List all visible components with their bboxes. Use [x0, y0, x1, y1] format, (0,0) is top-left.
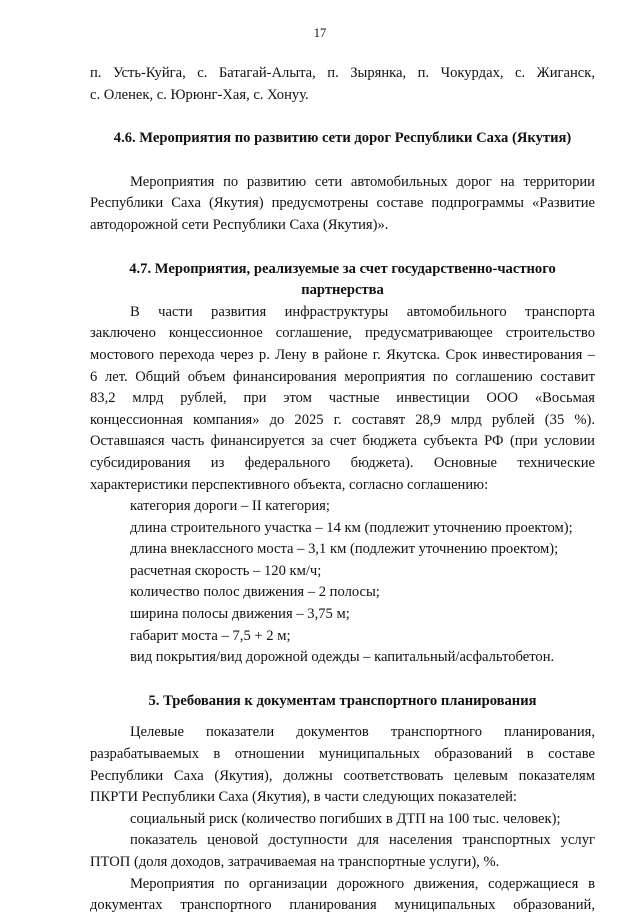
spec-list-item: ширина полосы движения – 3,75 м;	[130, 606, 350, 623]
section-5-item-2-line-1: показатель ценовой доступности для населения транспортных услуг	[130, 832, 595, 849]
spec-list-item: расчетная скорость – 120 км/ч;	[130, 562, 322, 579]
spec-list-item: длина строительного участка – 14 км (подлежит уточнению проектом);	[130, 519, 573, 536]
spec-list-item: длина внеклассного моста – 3,1 км (подлежит уточнению проектом);	[130, 541, 559, 558]
section-4-6-para-line-3: автодорожной сети Республики Саха (Якутия)».	[90, 216, 389, 233]
section-4-7-para-line: В части развития инфраструктуры автомобильного транспорта	[130, 303, 595, 320]
section-4-7-para-line: субсидирования из федерального бюджета). Основные технические	[90, 454, 595, 471]
section-4-7-para-line: характеристики перспективного объекта, согласно соглашению:	[90, 476, 489, 493]
section-5-heading: 5. Требования к документам транспортного планирования	[148, 692, 537, 709]
section-5-para-line: Целевые показатели документов транспортного планирования,	[130, 724, 595, 741]
page-content	[90, 63, 595, 917]
section-4-6-para-line-1: Мероприятия по развитию сети автомобильных дорог на территории	[130, 173, 595, 190]
section-4-7-heading-line-2: партнерства	[301, 282, 384, 299]
section-4-7-para-line: мостового перехода через р. Лену в районе г. Якутска. Срок инвестирования –	[90, 346, 595, 363]
section-4-7-para-line: 6 лет. Общий объем финансирования мероприятия по соглашению составит	[90, 368, 595, 385]
section-4-6-para-line-2: Республики Саха (Якутия) предусмотрены составе подпрограммы «Развитие	[90, 195, 595, 212]
section-4-7-para-line: заключено концессионное соглашение, предусматривающее строительство	[90, 325, 595, 342]
page-number: 17	[313, 26, 327, 40]
section-4-7-heading-line-1: 4.7. Мероприятия, реализуемые за счет государственно-частного	[129, 260, 556, 277]
spec-list-item: вид покрытия/вид дорожной одежды – капитальный/асфальтобетон.	[130, 649, 555, 666]
section-5-para-line: ПКРТИ Республики Саха (Якутия), в части следующих показателей:	[90, 789, 517, 806]
section-4-6-heading: 4.6. Мероприятия по развитию сети дорог Республики Саха (Якутия)	[113, 130, 572, 147]
section-4-7-para-line: 83,2 млрд рублей, при этом частные инвестиции ООО «Восьмая	[90, 390, 595, 407]
section-5-para-2-line-2: документах транспортного планирования муниципальных образований,	[90, 897, 595, 914]
section-5-item-2-line-2: ПТОП (доля доходов, затрачиваемая на транспортные услуги), %.	[90, 854, 500, 870]
section-5-item-1: социальный риск (количество погибших в ДТП на 100 тыс. человек);	[130, 810, 561, 827]
intro-line-2: с. Оленек, с. Юрюнг-Хая, с. Хонуу.	[90, 86, 309, 103]
spec-list-item: категория дороги – II категория;	[130, 498, 330, 515]
spec-list-item: количество полос движения – 2 полосы;	[130, 584, 380, 601]
intro-line-1: п. Усть-Куйга, с. Батагай-Алыта, п. Зырянка, п. Чокурдах, с. Жиганск,	[90, 65, 595, 81]
section-4-7-para-line: Оставшаяся часть финансируется за счет бюджета субъекта РФ (при условии	[90, 433, 595, 450]
section-5-para-line: Республики Саха (Якутия), должны соответствовать целевым показателям	[90, 767, 595, 784]
section-5-para-2-line-1: Мероприятия по организации дорожного движения, содержащиеся в	[130, 875, 595, 892]
spec-list-item: габарит моста – 7,5 + 2 м;	[130, 627, 291, 644]
section-5-para-line: разрабатываемых в отношении муниципальных образований в составе	[90, 746, 595, 763]
section-4-7-para-line: концессионная компания» до 2025 г. составят 28,9 млрд рублей (35 %).	[90, 411, 595, 428]
